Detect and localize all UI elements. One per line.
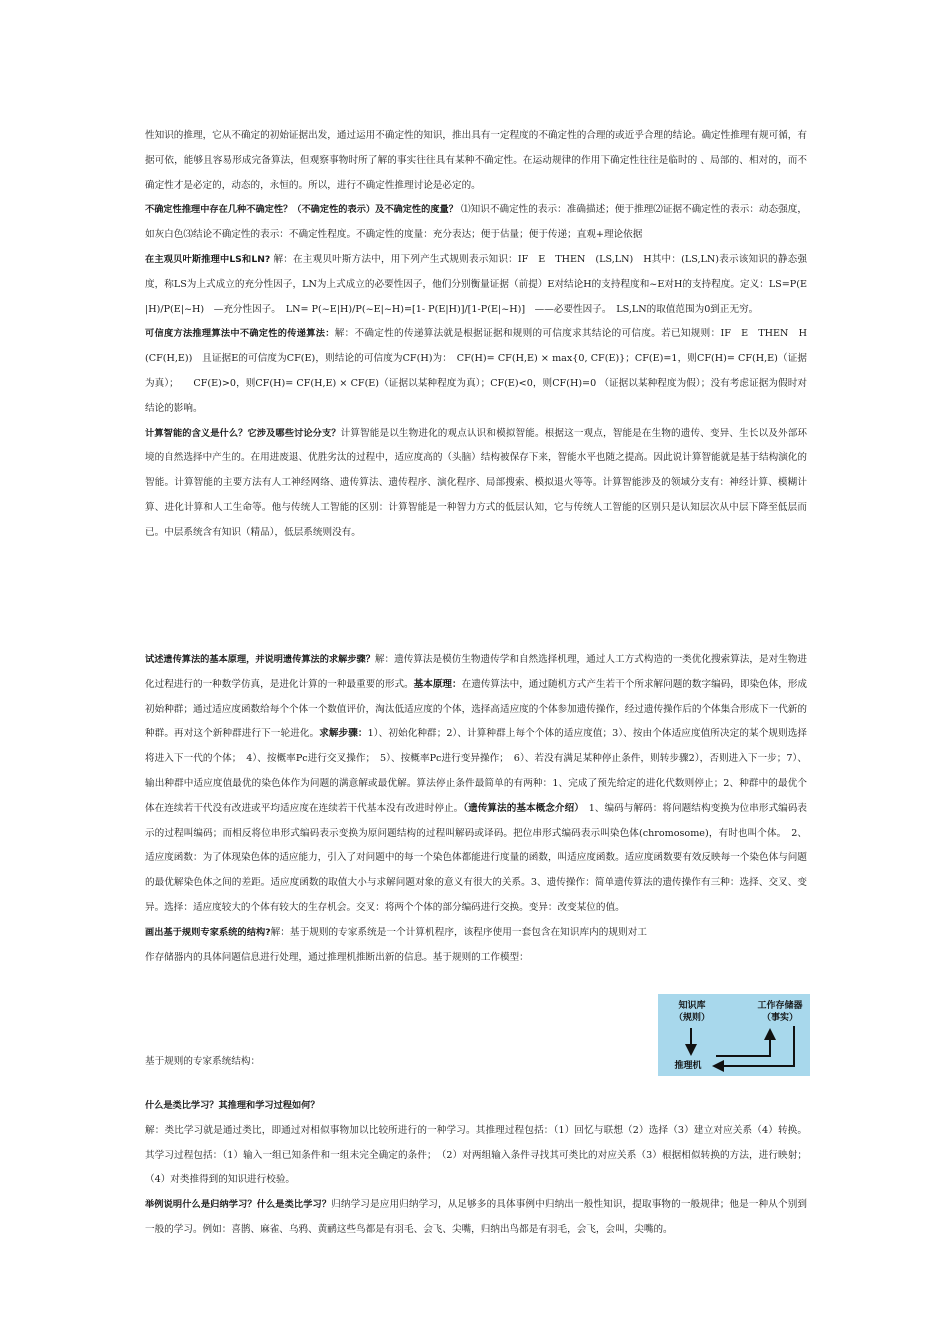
paragraph	[145, 1193, 807, 1243]
answer-text: 计算智能是以生物进化的观点认识和模拟智能。根据这一观点，智能是在生物的遗传、变异、生长以及外部环境的自然选择中产生的。在用进废退、优胜劣汰的过程中，适应度高的（头脑）结构被保存下来，智能水平也随之提高。因此说计算智能就是基于结构演化的智能。计算智能的主要方法有人工神经网络、遗传算法、遗传程序、演化程序、局部搜索、模拟退火等等。计算智能涉及的领域分支有：神经计算、模糊计算、进化计算和人工生命等。他与传统人工智能的区别：计算智能是一种智力方式的低层认知，它与传统人工智能的区别只是认知层次从中层下降至低层而已。中层系统含有知识（精品），低层系统则没有。	[145, 427, 808, 538]
paragraph	[145, 648, 807, 921]
inference-engine-label: 推理机	[674, 1061, 702, 1071]
knowledge-base-title: 知识库	[678, 1001, 706, 1011]
paragraph	[145, 1094, 807, 1119]
paragraph-text: 性知识的推理，它从不确定的初始证据出发，通过运用不确定性的知识，推出具有一定程度的不确定性的合理的或近乎合理的结论。确定性推理有规可循，有据可依，能够且容易形成完备算法，但观察事物时所了解的事实往往具有某种不确定性。在运动规律的作用下确定性往往是临时的 、局部的、相对的，而不确定性才是必定的，动态的，永恒的。所以，进行不确定性推理讨论是必定的。	[145, 130, 807, 191]
working-memory-title: 工作存储器	[757, 1001, 803, 1011]
question-heading: 计算智能的含义是什么？它涉及哪些讨论分支？	[145, 427, 341, 439]
paragraph	[145, 1119, 807, 1193]
question-heading: 在主观贝叶斯推理中LS和LN?	[145, 253, 271, 265]
paragraph	[145, 198, 807, 248]
answer-text: ⑴知识不确定性的表示：准确描述；便于推理⑵证据不确定性的表示：动态强度，如灰白色⑶结论不确定性的表示：不确定性程度。不确定性的度量：充分表达；便于估量；便于传递；直观+理论依据	[145, 204, 807, 241]
section-uncertainty	[145, 124, 817, 546]
question-heading: 什么是类比学习？其推理和学习过程如何？	[145, 1100, 320, 1111]
paragraph	[145, 322, 817, 421]
knowledge-base-sub: （规则）	[673, 1013, 710, 1023]
paragraph	[145, 921, 807, 971]
bold-term: 求解步骤：	[319, 728, 368, 740]
bold-term: 基本原理：	[413, 678, 462, 690]
question-heading: 可信度方法推理算法中不确定性的传递算法：	[145, 328, 335, 340]
paragraph	[145, 422, 807, 546]
diagram-arrows	[658, 994, 810, 1076]
question-heading: 画出基于规则专家系统的结构?	[145, 926, 271, 938]
answer-text: 1）、初始化种群；2）、计算种群上每个个体的适应度值；3）、按由个体适应度值所决定的某个规则选择将进入下一代的个体； 4）、按概率Pc进行交叉操作； 5）、按概率Pc进行变异操作； 6）、若没有满足某种停止条件，则转步骤2），否则进入下一步；7）、输出种群中适应度值最优的染色体作为问题的满意解或最优解。算法停止条件最简单的有两种：1、完成了预先给定的进化代数则停止；2、种群中的最优个体在连续若干代没有改进或平均适应度在连续若干代基本没有改进时停止。	[145, 728, 807, 814]
expert-system-diagram	[658, 994, 810, 1076]
answer-text: 在遗传算法中，通过随机方式产生若干个所求解问题的数字编码，即染色体，形成初始种群；通过适应度函数给每个个体一个数值评价，淘汰低适应度的个体，选择高适应度的个体参加遗传操作，经过遗传操作后的个体集合形成下一代新的种群。再对这个新种群进行下一轮进化。	[145, 678, 808, 740]
bold-term: （遗传算法的基本概念介绍）	[463, 802, 580, 814]
question-heading: 不确定性推理中存在几种不确定性？（不确定性的表示）及不确定性的度量？	[145, 204, 458, 216]
paragraph	[145, 124, 807, 198]
section-learning	[145, 1094, 807, 1243]
structure-caption	[145, 1050, 665, 1075]
answer-text: 解：基于规则的专家系统是一个计算机程序，该程序使用一套包含在知识库内的规则对工作存储器内的具体问题信息进行处理，通过推理机推断出新的信息。基于规则的工作模型：	[145, 926, 647, 963]
caption-text: 基于规则的专家系统结构：	[145, 1056, 261, 1067]
memory-to-engine-arrow	[718, 1026, 794, 1066]
answer-text: 解：不确定性的传递算法就是根据证据和规则的可信度求其结论的可信度。若已知规则：IF E THEN H (CF(H,E)) 且证据E的可信度为CF(E)，则结论的可信度为CF(H)为： CF(H)= CF(H,E) × max{0, CF(E)}；CF(E)=1，则CF(H)= CF(H,E)（证据为真）； CF(E)>0，则CF(H)= CF(H,E) × CF(E)（证据以某种程度为真）；CF(E)<0，则CF(H)=0 （证据以某种程度为假）；没有考虑证据为假时对结论的影响。	[145, 328, 817, 414]
question-heading: 举例说明什么是归纳学习？什么是类比学习？	[145, 1199, 332, 1211]
answer-text: 解：在主观贝叶斯方法中，用下列产生式规则表示知识：IF E THEN (LS,LN) H其中：(LS,LN)表示该知识的静态强度，称LS为上式成立的充分性因子，LN为上式成立的必要性因子，他们分别衡量证据（前提）E对结论H的支持程度和~E对H的支持程度。定义：LS=P(E|H)/P(E|~H) —充分性因子。 LN= P(~E|H)/P(~E|~H)=[1- P(E|H)]/[1-P(E|~H)] ——必要性因子。 LS,LN的取值范围为0到正无穷。	[145, 253, 807, 315]
answer-text: 1、编码与解码：将问题结构变换为位串形式编码表示的过程叫编码；而相反将位串形式编码表示变换为原问题结构的过程叫解码或译码。把位串形式编码表示叫染色体(chromosome)，有时也叫个体。 2、适应度函数：为了体现染色体的适应能力，引入了对问题中的每一个染色体都能进行度量的函数，叫适应度函数。适应度函数要有效反映每一个染色体与问题的最优解染色体之间的差距。适应度函数的取值大小与求解问题对象的意义有很大的关系。3、遗传操作：简单遗传算法的遗传操作有三种：选择、交叉、变异。选择：适应度较大的个体有较大的生存机会。交叉：将两个个体的部分编码进行交换。变异：改变某位的值。	[145, 802, 807, 913]
working-memory-sub: （事实）	[761, 1013, 798, 1023]
answer-text: 解：遗传算法是模仿生物遗传学和自然选择机理，通过人工方式构造的一类优化搜索算法，是对生物进化过程进行的一种数学仿真，是进化计算的一种最重要的形式。	[145, 654, 808, 690]
answer-text: 归纳学习是应用归纳学习，从足够多的具体事例中归纳出一般性知识，提取事物的一般规律；他是一种从个别到一般的学习。例如：喜鹊、麻雀、乌鸦、黄鹂这些鸟都是有羽毛、会飞、尖嘴，归纳出鸟都是有羽毛，会飞，会叫，尖嘴的。	[145, 1199, 808, 1235]
engine-to-memory-arrow	[716, 1034, 770, 1056]
paragraph	[145, 248, 807, 322]
answer-text: 解：类比学习就是通过类比，即通过对相似事物加以比较所进行的一种学习。其推理过程包括：（1）回忆与联想（2）选择（3）建立对应关系（4）转换。其学习过程包括：（1）输入一组已知条件和一组未完全确定的条件； （2）对两组输入条件寻找其可类比的对应关系（3）根据相似转换的方法，进行映射；（4）对类推得到的知识进行校验。	[145, 1124, 807, 1186]
section-genetic-algorithm	[145, 648, 807, 970]
question-heading: 试述遗传算法的基本原理，并说明遗传算法的求解步骤？	[145, 654, 375, 665]
